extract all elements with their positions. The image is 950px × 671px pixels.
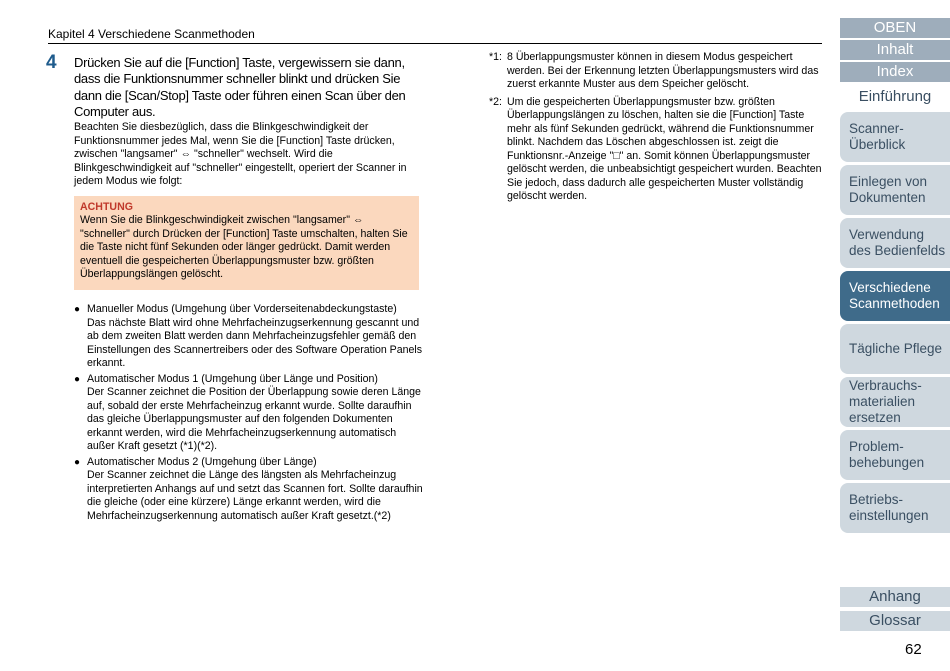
nav-tab-scanmethoden[interactable] [840, 271, 950, 321]
nav-tab-problembehebungen[interactable] [840, 430, 950, 480]
footnote-mark: *1: [489, 51, 502, 63]
footnote-mark: *2: [489, 95, 502, 108]
chapter-title: Kapitel 4 Verschiedene Scanmethoden [48, 27, 255, 41]
mode-description: Das nächste Blatt wird ohne Mehrfacheinzugserkennung gescannt und ab dem zweiten Blatt werden dann Mehrfacheinzugsfehler gemäß den Einstellungen des Scannertreibers oder des Software Operation Panels erkannt. [87, 316, 423, 369]
nav-tab-bedienfeld[interactable] [840, 218, 950, 268]
footnote-text: Um die gespeicherten Überlappungsmuster bzw. größten Überlappungslängen zu löschen, halten sie die [Function] Taste mehr als fünf Sekunden gedrückt, während die Funktionsnummer blinkt. Nachdem das Löschen abgeschlossen ist. zeigt die Funktionsnr.-Anzeige "□" an. Somit können Überlappungsmuster gelöscht werden, die unbeabsichtigt gespeichert wurden. Beachten Sie jedoch, dass dadurch alle gespeicherten Muster vollständig gelöscht werden. [507, 95, 822, 202]
nav-tab-label: Einlegen von Dokumenten [849, 174, 928, 205]
nav-button-anhang[interactable]: Anhang [840, 587, 950, 607]
list-item [74, 456, 424, 524]
mode-title: Manueller Modus (Umgehung über Vorderseitenabdeckungstaste) [87, 303, 397, 315]
nav-tab-verbrauchsmaterialien[interactable] [840, 377, 950, 427]
list-item [74, 373, 424, 454]
step-number: 4 [46, 52, 57, 73]
step-instruction: Drücken Sie auf die [Function] Taste, vergewissern sie dann, dass die Funktionsnummer schneller blinkt und drücken Sie dann die [Scan/Stop] Taste oder führen einen Scan über den Computer aus. [74, 55, 406, 119]
footnote [489, 96, 823, 204]
nav-tab-betriebseinstellungen[interactable] [840, 483, 950, 533]
nav-tab-label: Verwendung des Bedienfelds [849, 227, 946, 258]
nav-tab-label: Scanner- Überblick [849, 121, 906, 152]
mode-title: Automatischer Modus 1 (Umgehung über Länge und Position) [87, 372, 378, 385]
nav-tab-pflege[interactable] [840, 324, 950, 374]
footnotes [489, 51, 823, 208]
nav-tab-label: Betriebs- einstellungen [849, 492, 929, 523]
bullet-icon: ● [74, 456, 81, 468]
nav-button-inhalt[interactable]: Inhalt [840, 40, 950, 60]
nav-tab-label: Problem- behebungen [849, 439, 925, 470]
nav-tab-scanner-ueberblick[interactable] [840, 112, 950, 162]
list-item [74, 303, 424, 371]
step-note: Beachten Sie diesbezüglich, dass die Blinkgeschwindigkeit der Funktionsnummer jedes Mal, wenn Sie die [Function] Taste drücken, zwischen "langsamer" ⇔ "schneller" wechselt. Wird die Blinkgeschwindigkeit auf "schneller" eingestellt, operiert der Scanner in jedem Modus wie folgt: [74, 121, 407, 187]
nav-link-einfuehrung[interactable]: Einführung [858, 88, 932, 105]
mode-title: Automatischer Modus 2 (Umgehung über Länge) [87, 455, 317, 468]
footnote [489, 51, 823, 92]
nav-tab-einlegen[interactable] [840, 165, 950, 215]
warning-body: Wenn Sie die Blinkgeschwindigkeit zwischen "langsamer" ⇔ "schneller" durch Drücken der [Function] Taste umschalten, halten Sie die Taste nicht fünf Sekunden oder länger gedrückt. Damit werden eventuell die gespeicherten Überlappungsmuster bzw. größten Überlappungslängen gelöscht. [80, 214, 408, 280]
mode-description: Der Scanner zeichnet die Position der Überlappung sowie deren Länge auf, sobald der erste Mehrfacheinzug erkannt wurde. Sollte daraufhin das gleiche Überlappungsmuster auf den folgenden Dokumenten erkannt werden, wird die Mehrfacheinzugserkennung automatisch außer Kraft gesetzt (*1)(*2). [87, 386, 421, 452]
mode-description: Der Scanner zeichnet die Länge des längsten als Mehrfacheinzug interpretierten Anhangs auf und setzt das Scannen fort. Sollte daraufhin die gleiche (oder eine kürzere) Länge erkannt werden, wird die Mehrfacheinzugserkennung automatisch außer Kraft gesetzt.(*2) [87, 469, 423, 522]
header-divider [48, 43, 822, 44]
warning-title: ACHTUNG [80, 201, 133, 213]
mode-list [74, 303, 424, 525]
nav-tab-label: Verbrauchs- materialien ersetzen [849, 378, 922, 425]
nav-tab-label: Tägliche Pflege [849, 341, 943, 356]
bullet-icon: ● [74, 373, 81, 385]
footnote-text: 8 Überlappungsmuster können in diesem Modus gespeichert werden. Bei der Erkennung letzten Überlappungsmusters wird das zuerst erkannte Muster aus dem Speicher gelöscht. [507, 51, 819, 90]
nav-tab-label: Verschiedene Scanmethoden [849, 280, 940, 311]
nav-button-index[interactable]: Index [840, 62, 950, 82]
nav-button-oben[interactable]: OBEN [840, 18, 950, 38]
bullet-icon: ● [74, 304, 81, 315]
page-number: 62 [905, 641, 922, 658]
nav-button-glossar[interactable]: Glossar [840, 611, 950, 631]
